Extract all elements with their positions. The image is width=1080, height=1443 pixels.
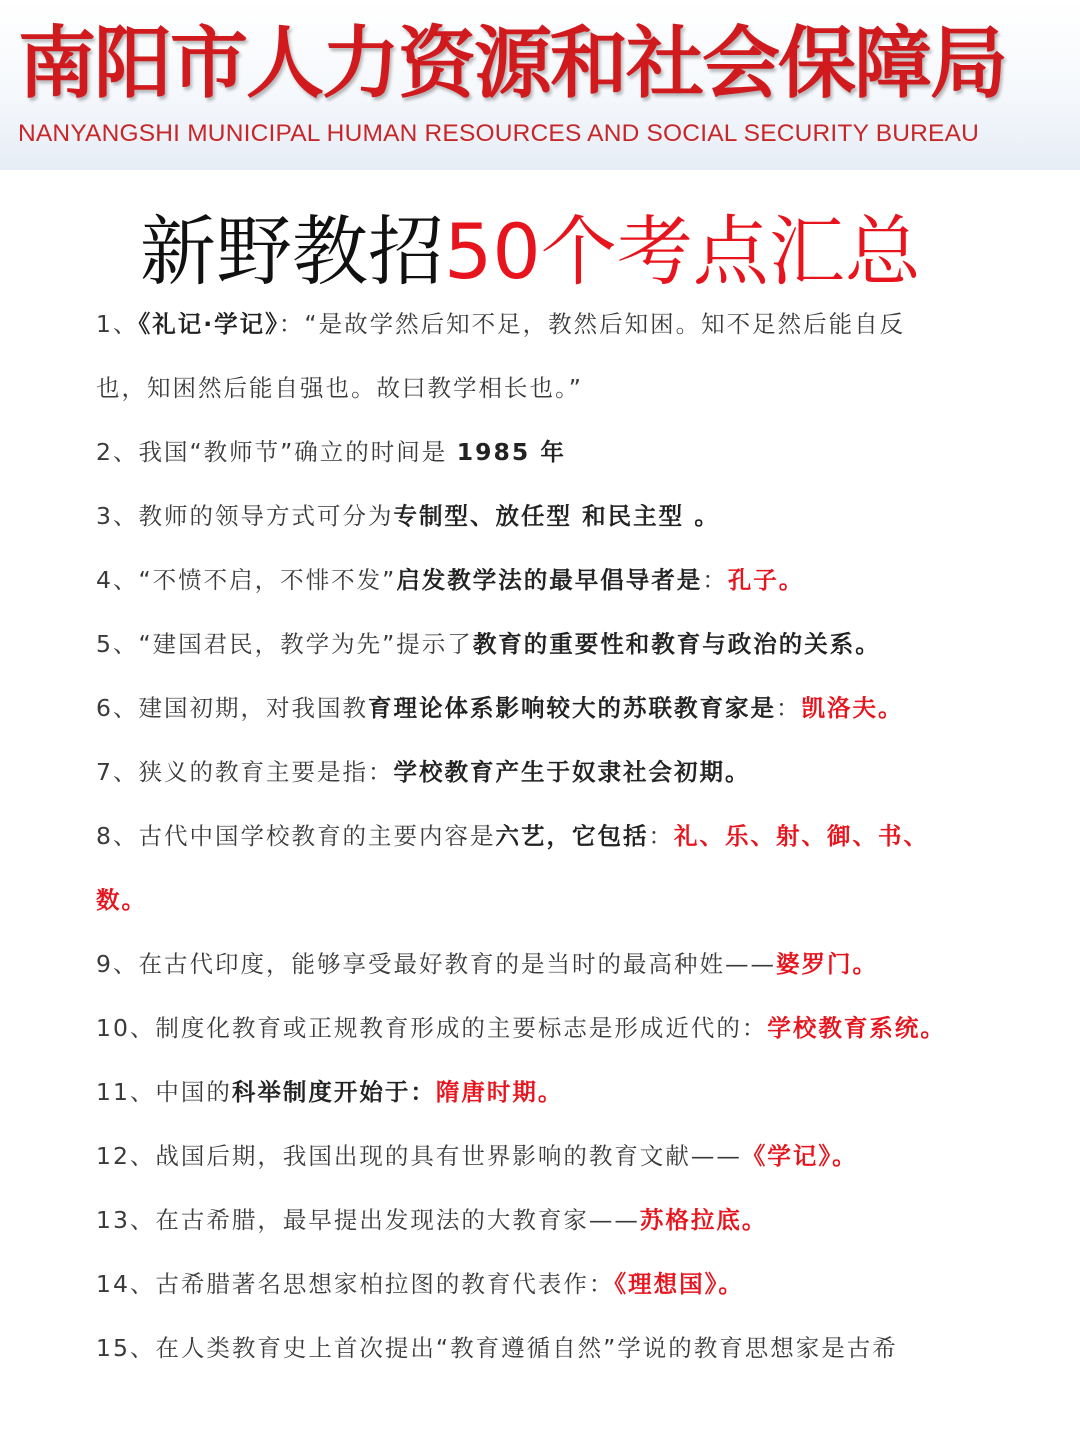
bureau-title-cn: 南阳市人力资源和社会保障局 [18, 19, 1007, 109]
item-text: 14、古希腊著名思想家柏拉图的教育代表作： [96, 1270, 615, 1298]
item-text: 5、“建国君民，教学为先”提示了 [96, 630, 473, 658]
item-bold-text: 教育的重要性和教育与政治的关系。 [472, 630, 881, 658]
item-bold-text: 学校教育产生于奴隶社会初期。 [393, 758, 751, 786]
item-answer: 苏格拉底。 [639, 1206, 768, 1234]
item-answer: 凯洛夫。 [801, 694, 904, 722]
list-item [96, 996, 956, 1060]
item-text: 1、 [96, 310, 139, 338]
page-title [140, 204, 1060, 300]
list-item [96, 1060, 956, 1124]
item-text: ： [775, 694, 802, 722]
item-text: 7、狭义的教育主要是指： [96, 758, 394, 786]
item-bold-text: 科举制度开始于： [231, 1078, 436, 1106]
item-text: 13、在古希腊，最早提出发现法的大教育家—— [96, 1206, 640, 1234]
item-text: 9、在古代印度，能够享受最好教育的是当时的最高种姓—— [96, 950, 776, 978]
list-item [96, 676, 956, 740]
item-answer: 《理想国》。 [614, 1270, 744, 1298]
item-text: 15、在人类教育史上首次提出“教育遵循自然”学说的教育思想家是古希 [96, 1334, 898, 1362]
item-text: ： [702, 566, 728, 594]
item-answer: 学校教育系统。 [767, 1014, 946, 1042]
item-text: 11、中国的 [96, 1078, 232, 1106]
item-text: 10、制度化教育或正规教育形成的主要标志是形成近代的： [96, 1014, 768, 1042]
list-item [96, 804, 956, 932]
item-bold-text: 育理论体系影响较大的苏联教育家是 [367, 694, 776, 722]
list-item [96, 420, 956, 484]
item-answer: 隋唐时期。 [435, 1078, 564, 1106]
item-bold-text: 1985 年 [456, 438, 566, 466]
item-bold-text: 启发教学法的最早倡导者是 [396, 566, 703, 594]
item-text: 3、教师的领导方式可分为 [96, 502, 394, 530]
list-item [96, 1124, 956, 1188]
list-item [96, 1316, 956, 1380]
item-bold-text: 专制型、放任型 和民主型 。 [393, 502, 720, 530]
item-bold-text: 《礼记·学记》 [138, 310, 279, 338]
list-item [96, 292, 956, 420]
item-text: 4、“不愤不启，不悱不发” [96, 566, 397, 594]
item-bold-text: 六艺，它包括 [495, 822, 649, 850]
item-text: ： [648, 822, 674, 850]
item-text: 12、战国后期，我国出现的具有世界影响的教育文献—— [96, 1142, 742, 1170]
item-text: 6、建国初期，对我国教 [96, 694, 368, 722]
header-banner [0, 0, 1080, 170]
item-answer: 礼、乐、射、御、书、数。 [96, 822, 929, 914]
item-answer: 婆罗门。 [775, 950, 878, 978]
list-item [96, 1188, 956, 1252]
list-item [96, 932, 956, 996]
list-item [96, 484, 956, 548]
exam-point-list [96, 292, 956, 1380]
page-title-part1: 新野教招 [140, 207, 444, 296]
bureau-title-en: NANYANGSHI MUNICIPAL HUMAN RESOURCES AND SOCIAL SECURITY BUREAU [18, 120, 980, 147]
list-item [96, 1252, 956, 1316]
item-answer: 《学记》。 [741, 1142, 858, 1170]
page-title-part2: 50个考点汇总 [444, 207, 921, 296]
list-item [96, 740, 956, 804]
item-text: 2、我国“教师节”确立的时间是 [96, 438, 457, 466]
list-item [96, 612, 956, 676]
item-answer: 孔子。 [727, 566, 805, 594]
item-text: 8、古代中国学校教育的主要内容是 [96, 822, 496, 850]
list-item [96, 548, 956, 612]
item-text: ：“是故学然后知不足，教然后知困。知不足然后能自反也，知困然后能自强也。故曰教学相长也。” [96, 310, 906, 402]
